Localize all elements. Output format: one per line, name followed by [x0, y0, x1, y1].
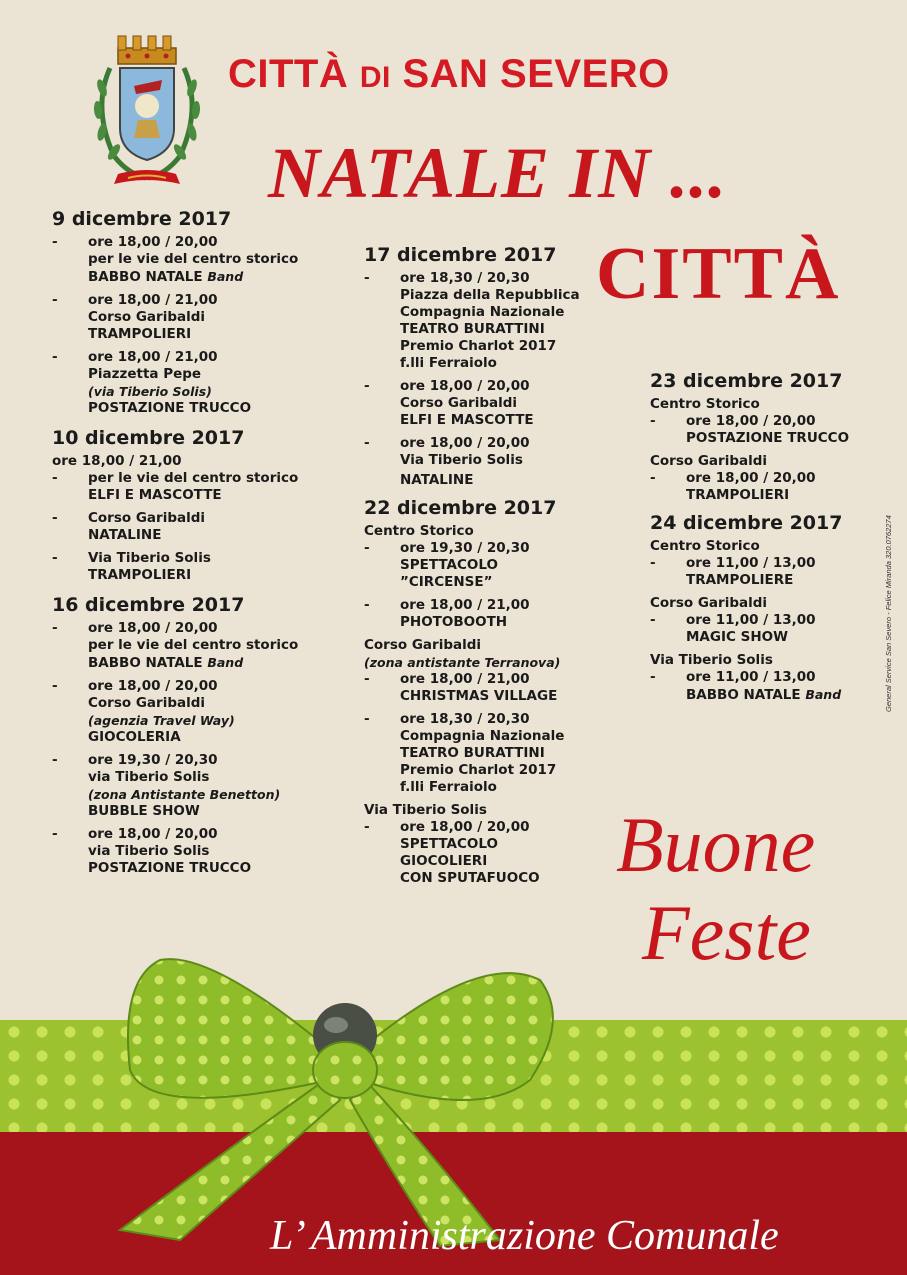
event-item: - ore 18,30 / 20,30 Piazza della Repubblica Compagnia Nazionale TEATRO BURATTINI Premio Charlot 2017 f.lli Ferraiolo	[364, 270, 580, 371]
event-item: - ore 18,00 / 20,00 SPETTACOLO GIOCOLIERI CON SPUTAFUOCO	[364, 819, 540, 886]
schedule-column-1	[52, 208, 298, 883]
event-item: - ore 18,00 / 20,00 per le vie del centro storico BABBO NATALE Band	[52, 620, 299, 671]
day-heading: 23 dicembre 2017	[650, 370, 843, 392]
natale-heading: NATALE IN ...	[268, 133, 728, 213]
location-label: Centro Storico	[650, 396, 760, 412]
event-item: - ore 18,00 / 20,00 TRAMPOLIERI	[650, 470, 816, 503]
day-heading: 9 dicembre 2017	[52, 208, 232, 230]
ribbon-bow-icon	[60, 930, 580, 1250]
time-line: ore 18,00 / 21,00	[52, 453, 182, 469]
day-heading: 22 dicembre 2017	[364, 497, 557, 519]
event-item: - ore 18,00 / 20,00 Corso Garibaldi (agenzia Travel Way) GIOCOLERIA	[52, 678, 235, 745]
city-title-b: SAN SEVERO	[390, 52, 670, 96]
event-item: - ore 19,30 / 20,30 SPETTACOLO ”CIRCENSE”	[364, 540, 530, 590]
event-item: - ore 18,00 / 20,00 via Tiberio Solis POSTAZIONE TRUCCO	[52, 826, 252, 876]
event-item: - ore 18,00 / 20,00 Corso Garibaldi ELFI E MASCOTTE	[364, 378, 534, 428]
event-item: - Corso Garibaldi NATALINE	[52, 510, 206, 543]
event-item: - Via Tiberio Solis TRAMPOLIERI	[52, 550, 211, 583]
schedule-column-2	[364, 244, 580, 893]
location-label: Via Tiberio Solis	[364, 802, 487, 818]
day-heading: 24 dicembre 2017	[650, 512, 843, 534]
location-label: Via Tiberio Solis	[650, 652, 773, 668]
day-heading: 17 dicembre 2017	[364, 244, 557, 266]
location-label: Corso Garibaldi	[650, 595, 768, 611]
day-heading: 10 dicembre 2017	[52, 427, 245, 449]
event-item: - ore 18,00 / 21,00 CHRISTMAS VILLAGE	[364, 671, 558, 704]
event-item: - ore 18,30 / 20,30 Compagnia Nazionale TEATRO BURATTINI Premio Charlot 2017 f.lli Ferraiolo	[364, 711, 565, 795]
greeting-feste: Feste	[642, 889, 811, 976]
location-label: Centro Storico	[650, 538, 760, 554]
day-heading: 16 dicembre 2017	[52, 594, 245, 616]
location-label: Corso Garibaldi	[364, 637, 482, 653]
signature-text: L’ Amministrazione Comunale	[270, 1213, 779, 1259]
event-item: - ore 18,00 / 21,00 Corso Garibaldi TRAMPOLIERI	[52, 292, 218, 342]
event-item: - ore 19,30 / 20,30 via Tiberio Solis (zona Antistante Benetton) BUBBLE SHOW	[52, 752, 281, 819]
city-title-a: CITTÀ	[228, 52, 360, 96]
city-title-di: DI	[359, 61, 391, 94]
event-item: - ore 18,00 / 20,00 POSTAZIONE TRUCCO	[650, 413, 850, 446]
location-label: Corso Garibaldi	[650, 453, 768, 469]
location-label: Centro Storico	[364, 523, 474, 539]
event-item: - per le vie del centro storico ELFI E MASCOTTE	[52, 470, 299, 503]
event-item: - ore 18,00 / 21,00 PHOTOBOOTH	[364, 597, 530, 630]
city-title	[228, 52, 670, 97]
citta-heading: CITTÀ	[596, 233, 841, 315]
event-item: - ore 11,00 / 13,00 TRAMPOLIERE	[650, 555, 816, 588]
event-item: - ore 18,00 / 20,00 Via Tiberio Solis NATALINE	[364, 435, 530, 488]
schedule-column-3	[650, 370, 849, 710]
printer-credit: General Service San Severo - Felice Miranda 320.0762274	[884, 515, 893, 712]
event-item: - ore 11,00 / 13,00 BABBO NATALE Band	[650, 669, 842, 703]
event-item: - ore 18,00 / 20,00 per le vie del centro storico BABBO NATALE Band	[52, 234, 299, 285]
event-item: - ore 18,00 / 21,00 Piazzetta Pepe (via Tiberio Solis) POSTAZIONE TRUCCO	[52, 349, 252, 416]
greeting-buone: Buone	[616, 801, 816, 888]
location-note: (zona antistante Terranova)	[364, 655, 561, 670]
coat-of-arms-icon	[88, 28, 206, 190]
event-item: - ore 11,00 / 13,00 MAGIC SHOW	[650, 612, 816, 645]
